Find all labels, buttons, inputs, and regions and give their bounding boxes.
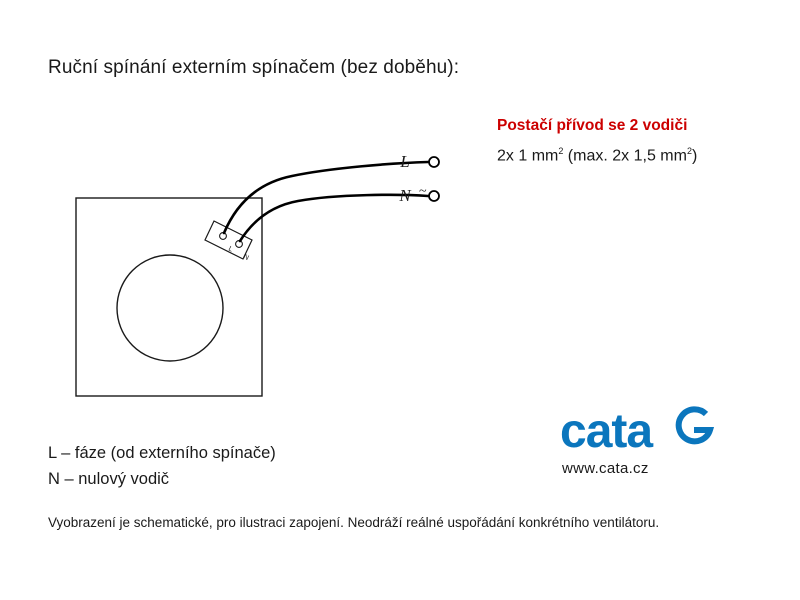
wire-label-l: L	[400, 152, 410, 171]
spec-sup-1: 2	[558, 146, 564, 156]
terminal-label-l: L	[227, 245, 234, 254]
terminal-label-n: N	[242, 253, 250, 263]
wire-end-terminal-l	[429, 157, 439, 167]
cata-circle-icon	[672, 406, 716, 458]
wire-label-n: N	[399, 186, 411, 205]
brand-logo	[560, 405, 760, 488]
spec-middle: (max. 2x 1,5 mm	[563, 147, 687, 165]
page-title: Ruční spínání externím spínačem (bez doběhu):	[48, 57, 460, 78]
spec-sup-2: 2	[686, 146, 692, 156]
fan-body-outline	[76, 198, 262, 396]
neutral-tilde-icon: ~	[419, 184, 427, 199]
brand-name: cata	[560, 405, 653, 458]
legend-line-n: N – nulový vodič	[48, 470, 170, 488]
wiring-note-headline: Postačí přívod se 2 vodiči	[497, 117, 688, 134]
wire-end-terminal-n	[429, 191, 439, 201]
spec-prefix: 2x 1 mm	[497, 147, 559, 165]
brand-url: www.cata.cz	[562, 460, 649, 477]
legend	[48, 440, 276, 492]
legend-line-l: L – fáze (od externího spínače)	[48, 444, 276, 462]
fan-impeller-circle	[117, 255, 223, 361]
terminal-block	[205, 221, 252, 262]
spec-suffix: )	[691, 147, 698, 165]
footnote: Vyobrazení je schematické, pro ilustraci zapojení. Neodráží reálné uspořádání konkrétního ventilátoru.	[48, 515, 660, 530]
